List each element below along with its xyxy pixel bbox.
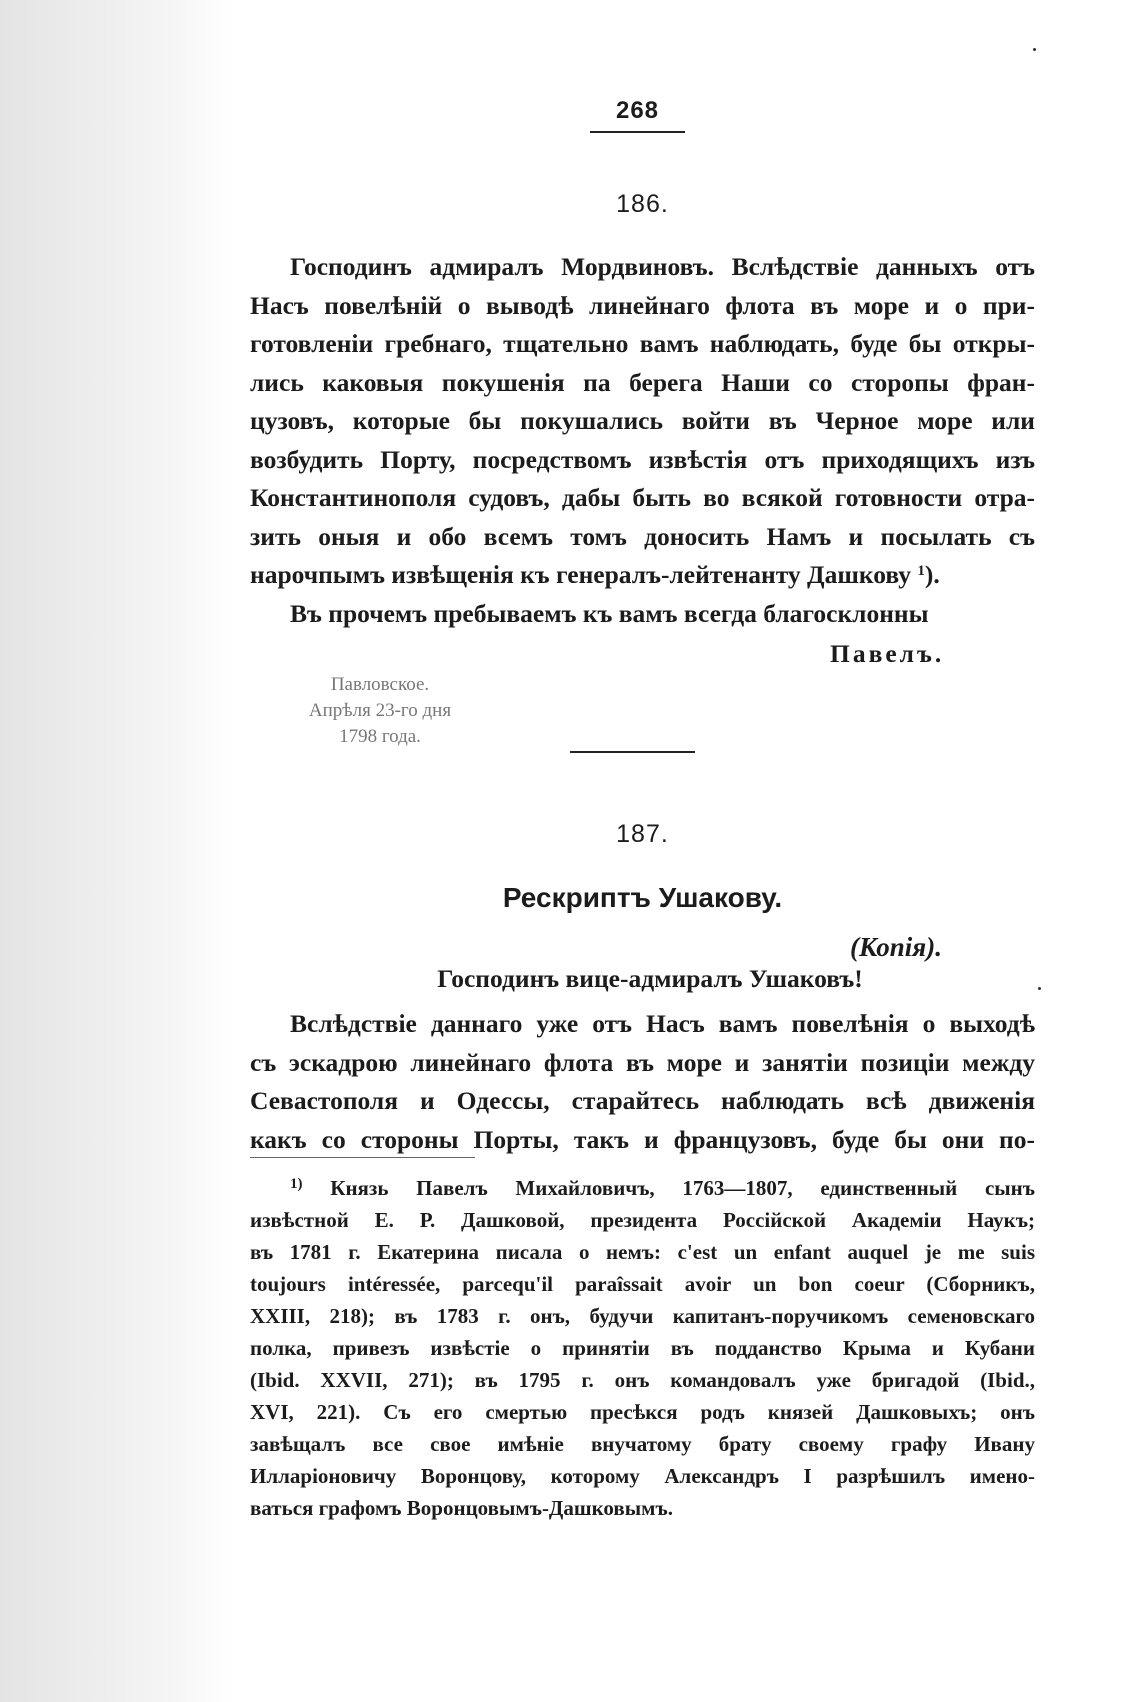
salutation: Господинъ вице-адмиралъ Ушаковъ! (437, 964, 863, 993)
text-line: лись каковыя покушенія па берега Наши со сторопы фран- (250, 367, 1035, 397)
date-line: Апрѣля 23-го дня (308, 700, 452, 721)
scan-speck (1033, 48, 1036, 51)
document-title: Рескриптъ Ушакову. (502, 882, 783, 913)
footnote (250, 1172, 1035, 1524)
document-number: 186. (616, 190, 669, 218)
text-line: Севастополя и Одессы, старайтесь наблюдать всѣ движенія (250, 1086, 1035, 1115)
text-line: готовленіи гребнаго, тщательно вамъ наблюдать, буде бы откры- (250, 329, 1035, 358)
footnote-line: въ 1781 г. Екатерина писала о немъ: c'est un enfant auquel je me suis (250, 1240, 1035, 1264)
footnote-line: toujours intéressée, parcequ'il paraîssait avoir un bon coeur (Сборникъ, (250, 1272, 1035, 1296)
place-date-block (275, 672, 485, 750)
text-line: зить оныя и обо всемъ томъ доносить Намъ и посылать съ (250, 521, 1035, 551)
footnote-line: завѣщалъ все свое имѣніе внучатому брату своему графу Ивану (250, 1432, 1035, 1456)
footnote-line: полка, привезъ извѣстіе о принятіи въ подданство Крыма и Кубани (250, 1336, 1035, 1360)
scan-gutter-shadow (0, 0, 235, 1702)
footnote-reference: 1 (917, 563, 925, 579)
text-line: цузовъ, которые бы покушались войти въ Черное море или (250, 406, 1035, 435)
page-number: 268 (615, 97, 660, 124)
text-line: какъ со стороны Порты, такъ и французовъ, буде бы они по- (250, 1124, 1035, 1154)
text-line (250, 556, 1035, 595)
text-line: съ эскадрою линейнаго флота въ море и занятіи позиціи между (250, 1047, 1035, 1077)
footnote-line: XVI, 221). Съ его смертью пресѣкся родъ князей Дашковыхъ; онъ (250, 1400, 1035, 1424)
section-divider (570, 751, 695, 753)
footnote-line: (Ibid. XXVII, 271); въ 1795 г. онъ командовалъ уже бригадой (Ibid., (250, 1368, 1035, 1392)
text-line: возбудить Порту, посредствомъ извѣстія отъ приходящихъ изъ (250, 444, 1035, 474)
footnote-rule (250, 1157, 475, 1158)
document-number: 187. (616, 820, 669, 848)
date-year: 1798 года. (339, 726, 421, 747)
closing-line: Въ прочемъ пребываемъ къ вамъ всегда благосклонны (290, 599, 929, 628)
signature: Павелъ. (830, 639, 945, 668)
footnote-reference-tail: ). (924, 560, 940, 589)
document-body (250, 1005, 1035, 1159)
footnote-line: извѣстной Е. Р. Дашковой, президента Россійской Академіи Наукъ; (250, 1208, 1035, 1232)
text-line: Вслѣдствіе даннаго уже отъ Насъ вамъ повелѣнія о выходѣ (290, 1009, 1035, 1038)
footnote-line: XXIII, 218); въ 1783 г. онъ, будучи капитанъ-поручикомъ семеновскаго (250, 1304, 1035, 1328)
copy-note: (Копія). (850, 932, 942, 962)
text-line-content: нарочпымъ извѣщенія къ генералъ-лейтенанту Дашкову (250, 560, 911, 589)
footnote-line (250, 1172, 1035, 1204)
footnote-text: Князь Павелъ Михайловичъ, 1763—1807, единственный сынъ (330, 1176, 1035, 1200)
footnote-line: Илларіоновичу Воронцову, которому Александръ I разрѣшилъ имено- (250, 1464, 1035, 1488)
text-line: Константинополя судовъ, дабы быть во всякой готовности отра- (250, 483, 1035, 512)
place: Павловское. (330, 674, 430, 695)
page-number-rule (590, 131, 685, 133)
footnote-line: ваться графомъ Воронцовымъ-Дашковымъ. (250, 1496, 673, 1520)
text-line: Насъ повелѣній о выводѣ линейнаго флота въ море и о при- (250, 290, 1035, 320)
text-line: Господинъ адмиралъ Мордвиновъ. Вслѣдствіе данныхъ отъ (290, 252, 1035, 281)
document-body (250, 248, 1035, 595)
footnote-marker: 1) (290, 1176, 303, 1192)
